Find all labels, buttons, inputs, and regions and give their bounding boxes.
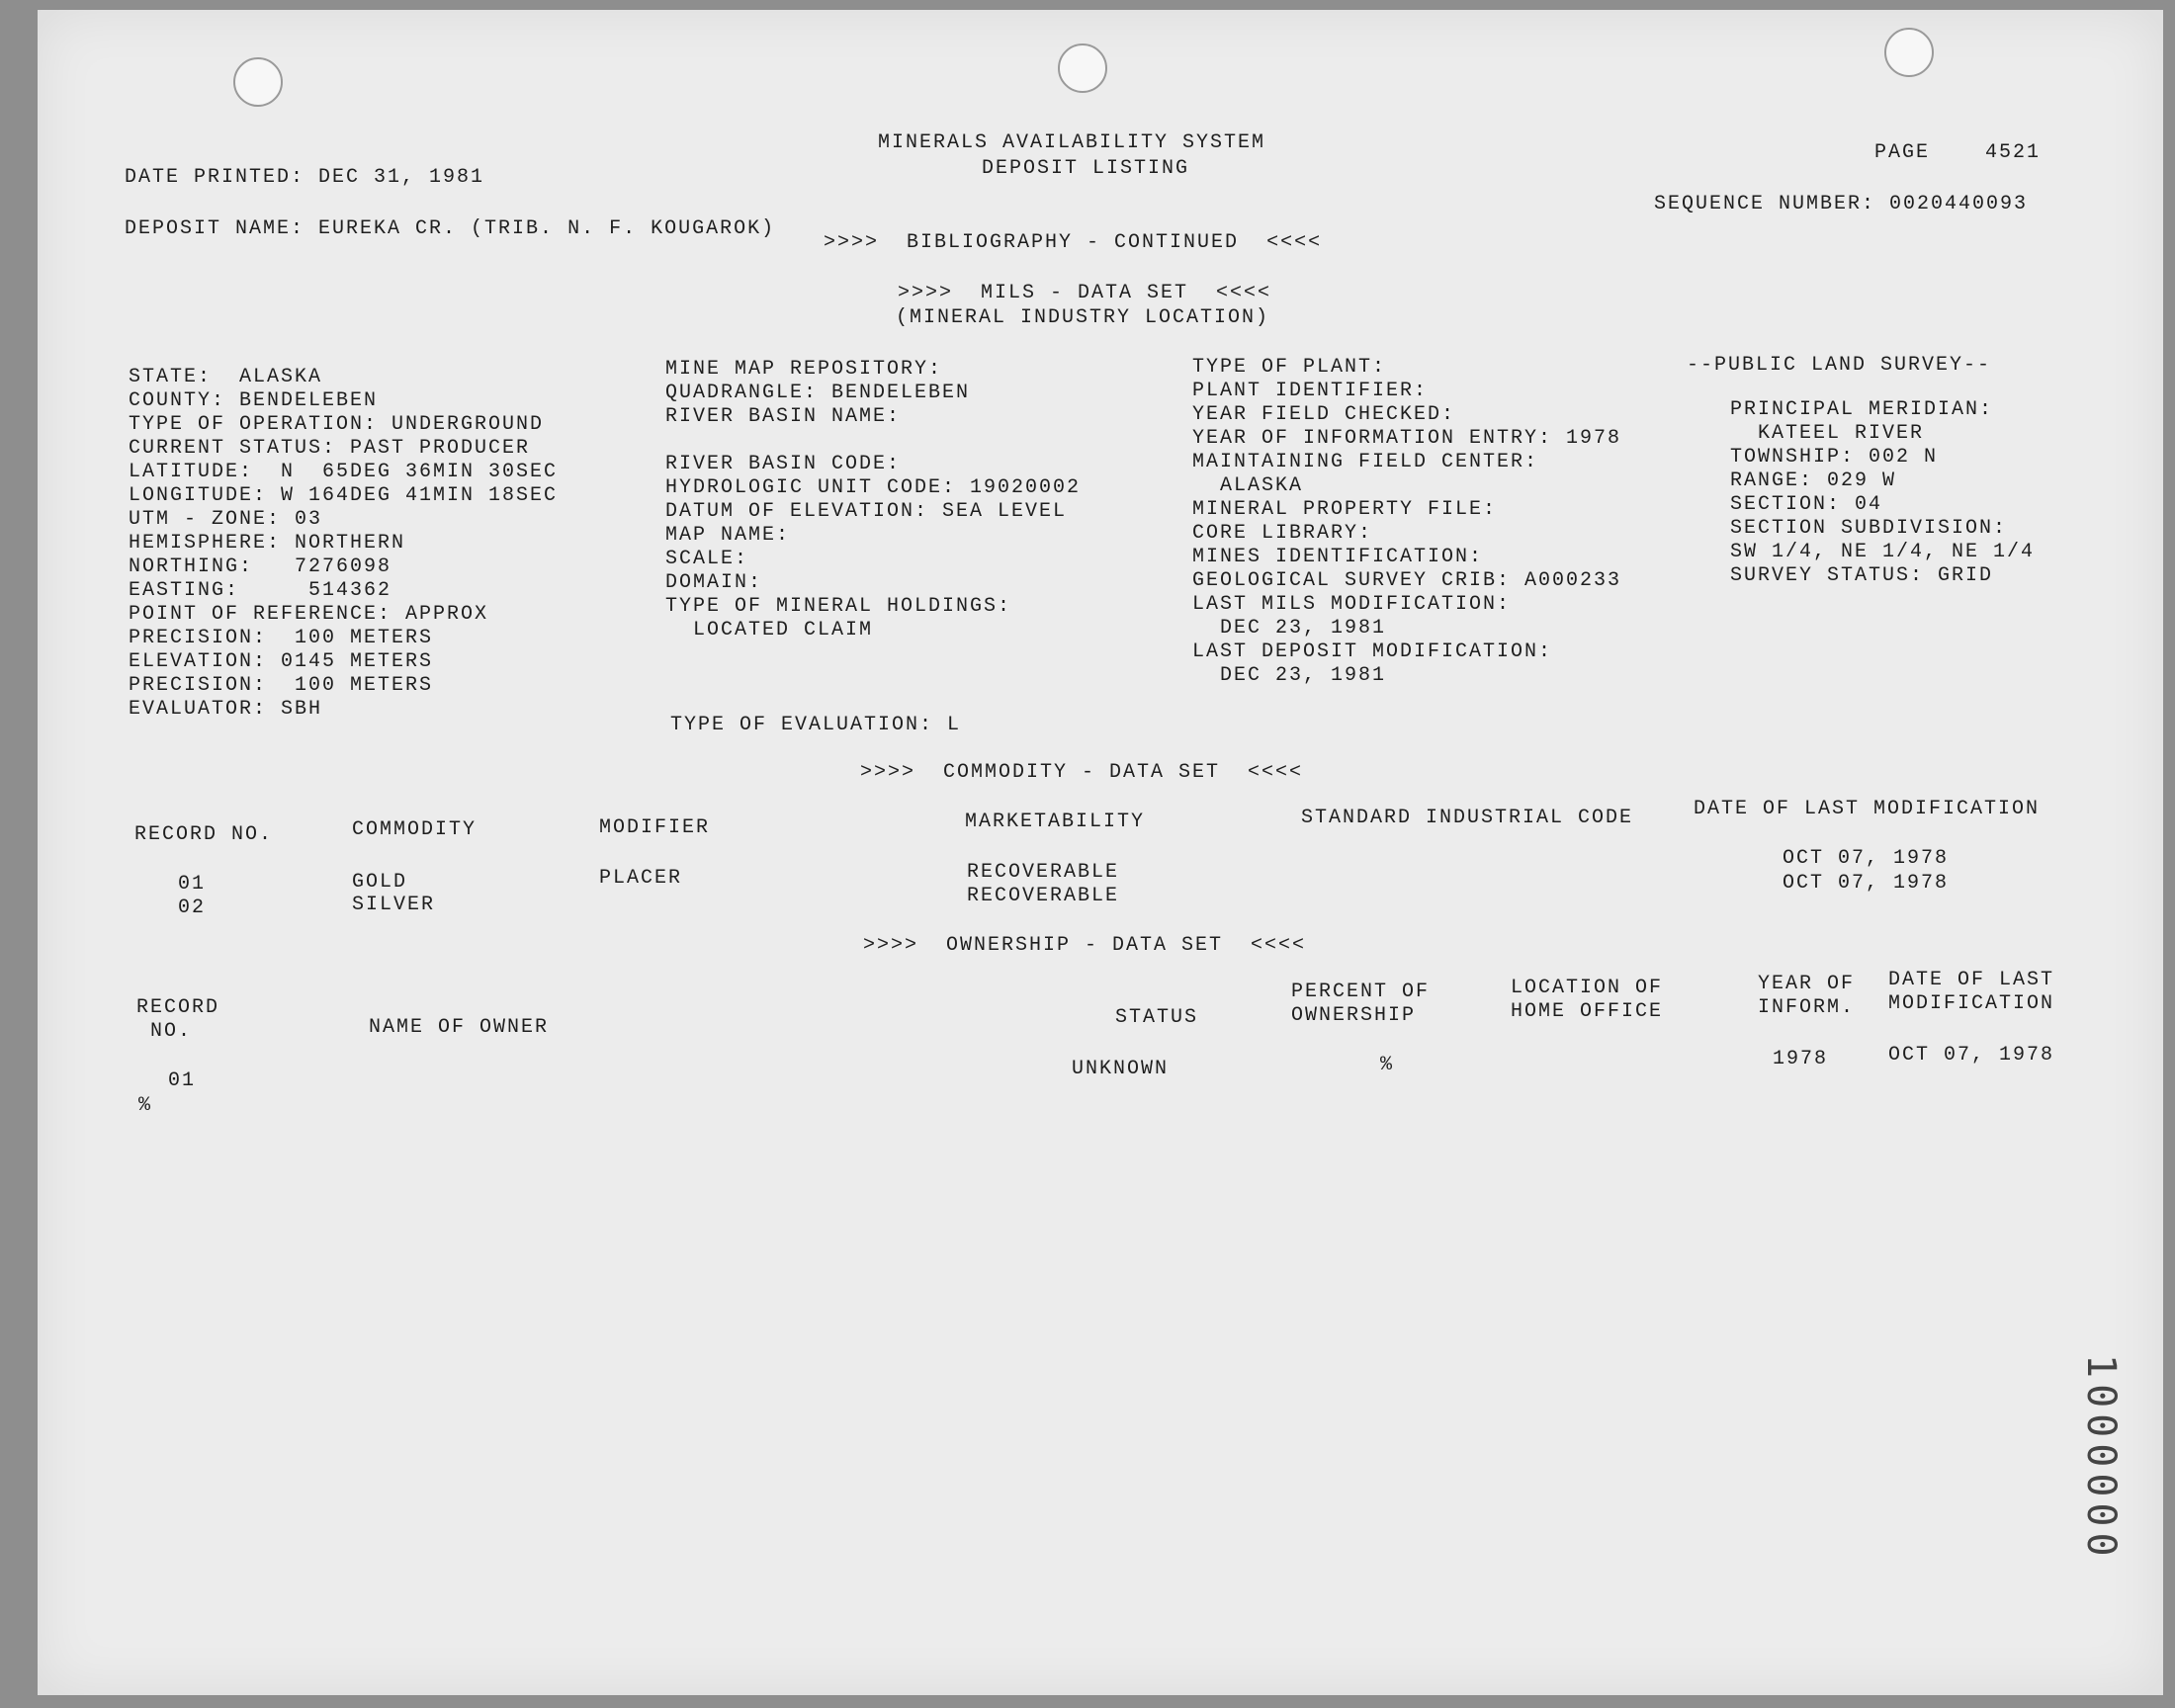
- field-line: EASTING: 514362: [129, 579, 392, 602]
- field-line: CORE LIBRARY:: [1192, 522, 1373, 545]
- field-line: SW 1/4, NE 1/4, NE 1/4: [1730, 541, 2036, 563]
- field-line: SCALE:: [665, 548, 749, 570]
- ownership-header-location-2: HOME OFFICE: [1511, 1000, 1664, 1023]
- ownership-header-location-1: LOCATION OF: [1511, 977, 1664, 999]
- ownership-header-percent-2: OWNERSHIP: [1291, 1004, 1417, 1027]
- field-line: SURVEY STATUS: GRID: [1730, 564, 1994, 587]
- ownership-row-trailer: %: [138, 1094, 153, 1117]
- commodity-header-commodity: COMMODITY: [352, 818, 478, 841]
- field-line: ALASKA: [1192, 474, 1304, 497]
- field-line: PRECISION: 100 METERS: [129, 674, 434, 697]
- field-line: LATITUDE: N 65DEG 36MIN 30SEC: [129, 461, 559, 483]
- ownership-header-year-1: YEAR OF: [1758, 973, 1856, 995]
- field-line: POINT OF REFERENCE: APPROX: [129, 603, 489, 626]
- field-line: PLANT IDENTIFIER:: [1192, 380, 1429, 402]
- field-line: PRECISION: 100 METERS: [129, 627, 434, 649]
- commodity-row-2-marketability: RECOVERABLE: [967, 885, 1120, 907]
- field-line: LAST DEPOSIT MODIFICATION:: [1192, 640, 1553, 663]
- field-line: TOWNSHIP: 002 N: [1730, 446, 1939, 469]
- field-line: COUNTY: BENDELEBEN: [129, 389, 379, 412]
- punch-hole-left: [233, 57, 283, 107]
- field-line: TYPE OF PLANT:: [1192, 356, 1387, 379]
- commodity-row-2-date: OCT 07, 1978: [1783, 872, 1950, 895]
- field-line: DEC 23, 1981: [1192, 617, 1387, 640]
- ownership-header-record-2: NO.: [136, 1020, 193, 1043]
- field-line: RIVER BASIN NAME:: [665, 405, 902, 428]
- field-line: STATE: ALASKA: [129, 366, 323, 388]
- field-line: SECTION: 04: [1730, 493, 1883, 516]
- mils-subheading: (MINERAL INDUSTRY LOCATION): [896, 306, 1270, 329]
- commodity-row-1-commodity: GOLD: [352, 871, 408, 894]
- field-line: ELEVATION: 0145 METERS: [129, 650, 434, 673]
- ownership-row-percent: %: [1380, 1054, 1395, 1076]
- field-line: MINE MAP REPOSITORY:: [665, 358, 943, 381]
- field-line: UTM - ZONE: 03: [129, 508, 323, 531]
- field-line: LOCATED CLAIM: [665, 619, 874, 641]
- field-line: EVALUATOR: SBH: [129, 698, 323, 721]
- commodity-heading: >>>> COMMODITY - DATA SET <<<<: [860, 761, 1304, 784]
- commodity-row-1-record: 01: [178, 873, 207, 896]
- commodity-header-record: RECORD NO.: [134, 823, 274, 846]
- mils-column-location: [129, 366, 558, 722]
- field-line: RANGE: 029 W: [1730, 470, 1897, 492]
- ownership-row-year: 1978: [1773, 1048, 1829, 1070]
- field-line: HYDROLOGIC UNIT CODE: 19020002: [665, 476, 1082, 499]
- ownership-header-record-1: RECORD: [136, 996, 220, 1019]
- field-line: YEAR FIELD CHECKED:: [1192, 403, 1456, 426]
- date-printed: DATE PRINTED: DEC 31, 1981: [125, 166, 485, 189]
- mils-column-land-survey: [1730, 398, 2035, 588]
- mils-column-map: [665, 358, 1081, 642]
- field-line: TYPE OF MINERAL HOLDINGS:: [665, 595, 1012, 618]
- film-frame-stamp: 1000000: [2078, 1354, 2124, 1563]
- field-line: SECTION SUBDIVISION:: [1730, 517, 2008, 540]
- field-line: LONGITUDE: W 164DEG 41MIN 18SEC: [129, 484, 559, 507]
- mils-column-plant: [1192, 356, 1621, 688]
- field-line: LAST MILS MODIFICATION:: [1192, 593, 1512, 616]
- field-line: [665, 429, 1081, 453]
- field-line: MINES IDENTIFICATION:: [1192, 546, 1484, 568]
- field-line: YEAR OF INFORMATION ENTRY: 1978: [1192, 427, 1622, 450]
- commodity-header-date: DATE OF LAST MODIFICATION: [1694, 798, 2041, 820]
- commodity-header-modifier: MODIFIER: [599, 816, 711, 839]
- ownership-heading: >>>> OWNERSHIP - DATA SET <<<<: [863, 934, 1307, 957]
- punch-hole-center: [1058, 43, 1107, 93]
- commodity-row-1-date: OCT 07, 1978: [1783, 847, 1950, 870]
- ownership-header-date-2: MODIFICATION: [1888, 992, 2055, 1015]
- field-line: CURRENT STATUS: PAST PRODUCER: [129, 437, 531, 460]
- commodity-row-2-record: 02: [178, 897, 207, 919]
- ownership-row-record: 01: [168, 1069, 197, 1092]
- field-line: HEMISPHERE: NORTHERN: [129, 532, 406, 555]
- field-line: TYPE OF OPERATION: UNDERGROUND: [129, 413, 545, 436]
- ownership-row-status: UNKNOWN: [1072, 1058, 1170, 1080]
- commodity-header-marketability: MARKETABILITY: [965, 811, 1146, 833]
- commodity-row-2-commodity: SILVER: [352, 894, 436, 916]
- field-line: NORTHING: 7276098: [129, 555, 392, 578]
- document-page: [38, 10, 2163, 1695]
- field-line: KATEEL RIVER: [1730, 422, 1925, 445]
- field-line: MINERAL PROPERTY FILE:: [1192, 498, 1498, 521]
- field-line: MAINTAINING FIELD CENTER:: [1192, 451, 1539, 473]
- sequence-number: SEQUENCE NUMBER: 0020440093: [1654, 193, 2029, 215]
- public-land-survey-heading: --PUBLIC LAND SURVEY--: [1687, 354, 1992, 377]
- field-line: DEC 23, 1981: [1192, 664, 1387, 687]
- field-line: DATUM OF ELEVATION: SEA LEVEL: [665, 500, 1068, 523]
- ownership-header-date-1: DATE OF LAST: [1888, 969, 2055, 991]
- ownership-header-owner: NAME OF OWNER: [369, 1016, 550, 1039]
- commodity-header-sic: STANDARD INDUSTRIAL CODE: [1301, 807, 1634, 829]
- ownership-header-year-2: INFORM.: [1758, 996, 1856, 1019]
- ownership-header-status: STATUS: [1115, 1006, 1199, 1029]
- mils-heading: >>>> MILS - DATA SET <<<<: [898, 282, 1272, 304]
- page-number: PAGE 4521: [1874, 141, 2042, 164]
- type-of-evaluation: TYPE OF EVALUATION: L: [670, 714, 962, 736]
- deposit-name: DEPOSIT NAME: EUREKA CR. (TRIB. N. F. KOUGAROK): [125, 217, 776, 240]
- field-line: DOMAIN:: [665, 571, 763, 594]
- punch-hole-right: [1884, 28, 1934, 77]
- field-line: MAP NAME:: [665, 524, 791, 547]
- field-line: PRINCIPAL MERIDIAN:: [1730, 398, 1994, 421]
- field-line: QUADRANGLE: BENDELEBEN: [665, 382, 971, 404]
- bibliography-heading: >>>> BIBLIOGRAPHY - CONTINUED <<<<: [824, 231, 1323, 254]
- system-title: MINERALS AVAILABILITY SYSTEM: [878, 131, 1266, 154]
- ownership-header-percent-1: PERCENT OF: [1291, 981, 1431, 1003]
- field-line: RIVER BASIN CODE:: [665, 453, 902, 475]
- commodity-row-1-marketability: RECOVERABLE: [967, 861, 1120, 884]
- field-line: GEOLOGICAL SURVEY CRIB: A000233: [1192, 569, 1622, 592]
- ownership-row-date: OCT 07, 1978: [1888, 1044, 2055, 1067]
- listing-title: DEPOSIT LISTING: [982, 157, 1190, 180]
- commodity-row-1-modifier: PLACER: [599, 867, 683, 890]
